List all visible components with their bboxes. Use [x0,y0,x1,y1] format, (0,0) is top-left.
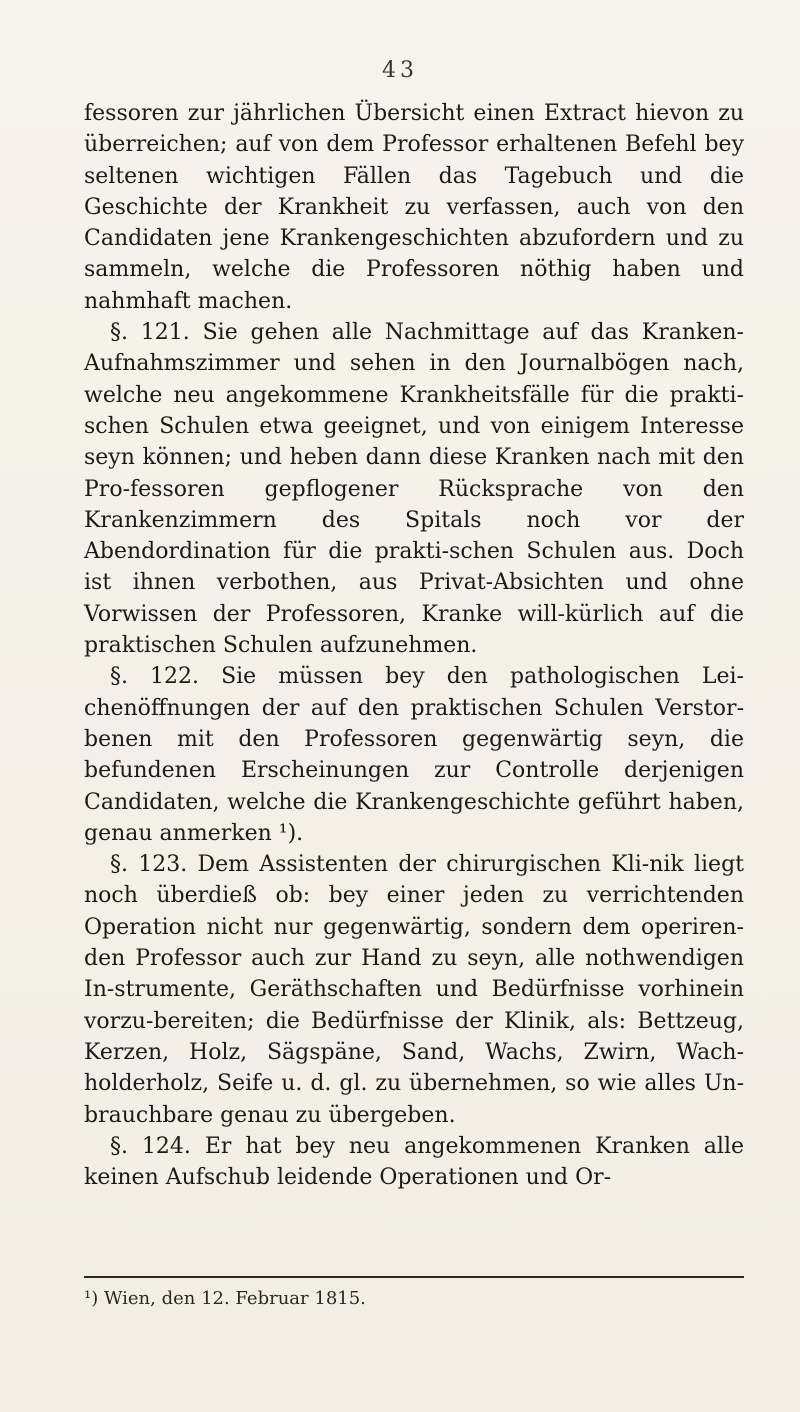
paragraph-section-121: §. 121. Sie gehen alle Nachmittage auf das Kranken-Aufnahmszimmer und sehen in den Journalbögen nach, welche neu angekommene Krankheitsfälle für die prakti-schen Schulen etwa geeignet, und von einigem Interesse seyn können; und heben dann diese Kranken nach mit den Pro-fessoren gepflogener Rücksprache von den Krankenzimmern des Spitals noch vor der Abendordination für die prakti-schen Schulen aus. Doch ist ihnen verbothen, aus Privat-Absichten und ohne Vorwissen der Professoren, Kranke will-kürlich auf die praktischen Schulen aufzunehmen. [84,320,744,659]
paragraph-continuation: fessoren zur jährlichen Übersicht einen Extract hievon zu überreichen; auf von dem Professor erhaltenen Befehl bey seltenen wichtigen Fällen das Tagebuch und die Geschichte der Krankheit zu verfassen, auch von den Candidaten jene Krankengeschichten abzufordern und zu sammeln, welche die Professoren nöthig haben und nahmhaft machen. [84,101,744,314]
footnote-divider [84,1276,744,1278]
paragraph-section-122: §. 122. Sie müssen bey den pathologischen Lei-chenöffnungen der auf den praktischen Schulen Verstor-benen mit den Professoren gegenwärtig seyn, die befundenen Erscheinungen zur Controlle derjenigen Candidaten, welche die Krankengeschichte geführt haben, genau anmerken ¹). [84,664,744,846]
body-text [84,98,744,1193]
paragraph-section-124: §. 124. Er hat bey neu angekommenen Kranken alle keinen Aufschub leidende Operationen und Or- [84,1133,744,1191]
paragraph-section-123: §. 123. Dem Assistenten der chirurgischen Kli-nik liegt noch überdieß ob: bey einer jeden zu verrichtenden Operation nicht nur gegenwärtig, sondern dem operiren-den Professor auch zur Hand zu seyn, alle nothwendigen In-strumente, Geräthschaften und Bedürfnisse vorhinein vorzu-bereiten; die Bedürfnisse der Klinik, als: Bettzeug, Kerzen, Holz, Sägspäne, Sand, Wachs, Zwirn, Wach-holderholz, Seife u. d. gl. zu übernehmen, so wie alles Un-brauchbare genau zu übergeben. [84,852,744,1128]
page-number: 43 [382,58,418,83]
footnote: ¹) Wien, den 12. Februar 1815. [84,1288,366,1309]
